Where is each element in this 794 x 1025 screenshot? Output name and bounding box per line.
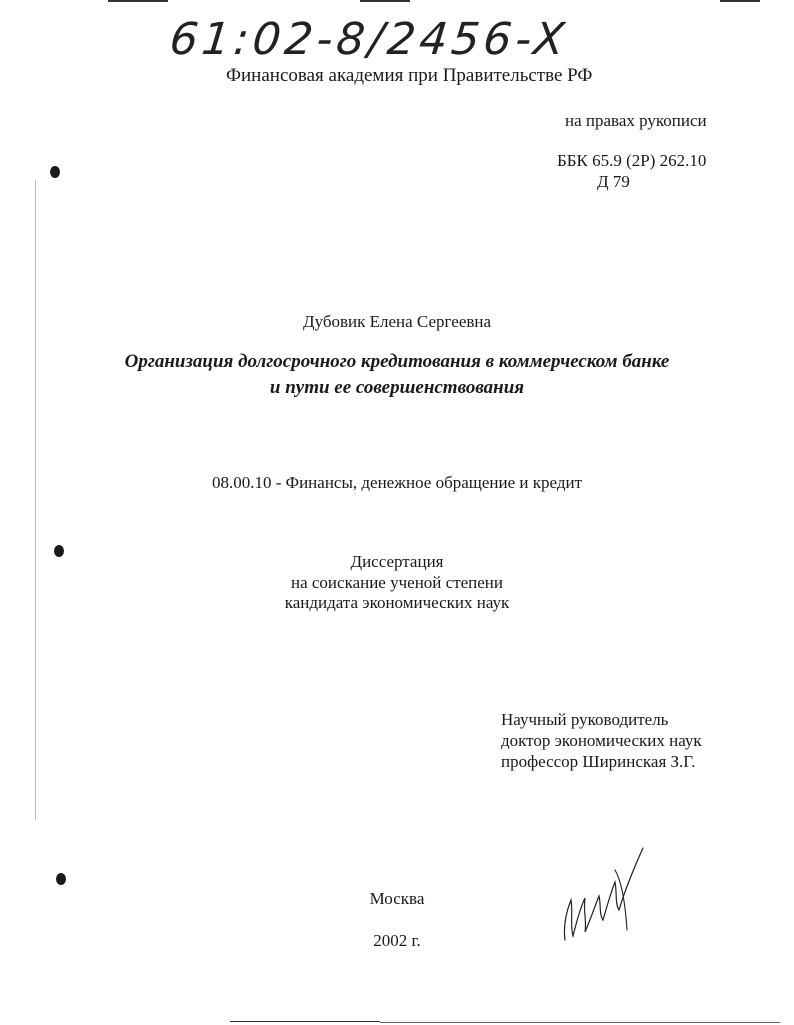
bottom-scan-edge (230, 1021, 380, 1022)
rights-note: на правах рукописи (565, 111, 707, 130)
binding-hole-mark (50, 166, 60, 178)
year: 2002 г. (373, 931, 421, 950)
dissertation-title-line1: Организация долгосрочного кредитования в коммерческом банке (124, 351, 670, 372)
bottom-scan-edge (380, 1022, 780, 1023)
dissertation-type: Диссертация (350, 552, 444, 571)
archive-code: 61:02-8/2456-X (167, 14, 571, 65)
author-mark: Д 79 (597, 172, 630, 191)
city: Москва (369, 889, 425, 908)
supervisor-label: Научный руководитель (501, 710, 669, 729)
binding-line (35, 180, 36, 820)
degree-field: кандидата экономических наук (284, 593, 510, 612)
institution-name: Финансовая академия при Правительстве РФ (226, 65, 593, 86)
specialty: 08.00.10 - Финансы, денежное обращение и кредит (211, 473, 582, 492)
degree-line: на соискание ученой степени (290, 573, 504, 592)
top-scan-edge (108, 0, 168, 2)
author-name: Дубовик Елена Сергеевна (302, 312, 492, 331)
top-scan-edge (720, 0, 760, 2)
bbk-code: ББК 65.9 (2Р) 262.10 (557, 151, 707, 170)
supervisor-degree: доктор экономических наук (501, 731, 702, 750)
binding-hole-mark (56, 873, 66, 885)
dissertation-title-line2: и пути ее совершенствования (269, 377, 525, 398)
top-scan-edge (360, 0, 410, 2)
supervisor-name: профессор Ширинская З.Г. (501, 752, 696, 771)
